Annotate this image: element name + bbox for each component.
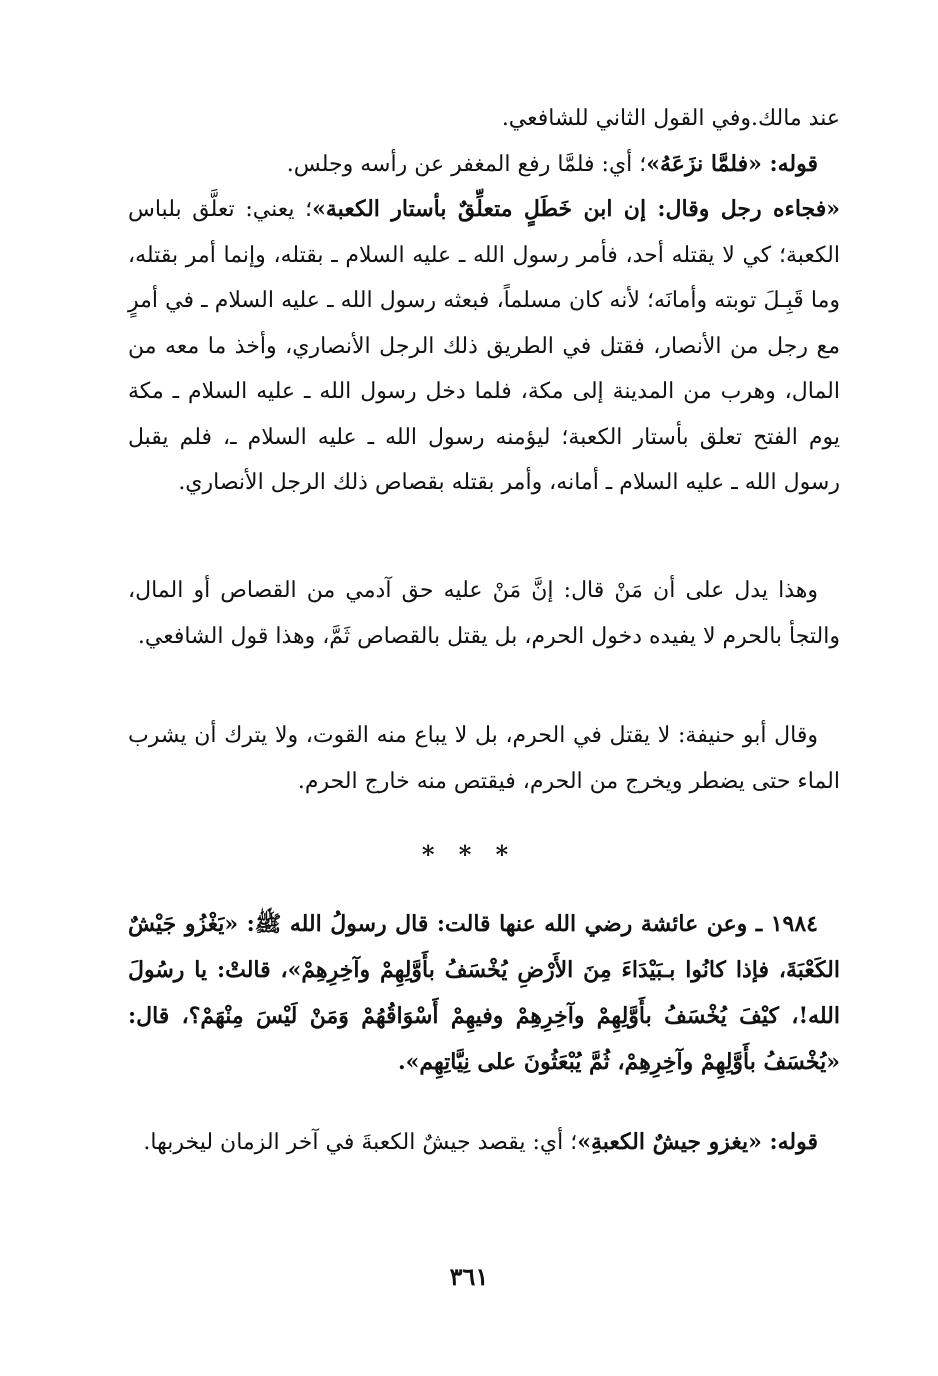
paragraph-shafii-ruling: وهذا يدل على أن مَنْ قال: إنَّ مَنْ عليه حق آدمي من القصاص أو المال، والتجأ بالحرم لا يفيده دخول الحرم، بل يقتل بالقصاص ثَمَّ، وهذا قول الشافعي. <box>128 578 840 649</box>
quoted-phrase: قوله: «فلمَّا نزَعَهُ» <box>646 150 818 177</box>
hadith-block <box>128 901 840 1085</box>
explanation-text: ؛ أي: فلمَّا رفع المغفر عن رأسه وجلس. <box>286 151 647 177</box>
paragraph-yaghzu-jaysh <box>128 1120 840 1166</box>
quoted-phrase: قوله: «يغزو جيشٌ الكعبةِ» <box>577 1129 818 1155</box>
page-number: ٣٦١ <box>449 1262 489 1291</box>
paragraph-ibn-khatal <box>128 187 840 506</box>
explanation-text: ؛ أي: يقصد جيشٌ الكعبةَ في آخر الزمان ليخربها. <box>143 1130 578 1155</box>
hadith-1984: ١٩٨٤ ـ وعن عائشة رضي الله عنها قالت: قال رسولُ الله ﷺ: «يَغْزُو جَيْشٌ الكَعْبَةَ، فإذا كانُوا بـبَيْدَاءَ مِنَ الأَرْضِ يُخْسَفُ بأَوَّلِهِمْ وآخِرِهِمْ»، قالتْ: يا رسُولَ الله!، كيْفَ يُخْسَفُ بأَوَّلِهِمْ وآخِرِهِمْ وفيهِمْ أَسْوَاقُهُمْ وَمَنْ لَيْسَ مِنْهَمْ؟، قال: «يُخْسَفُ بأَوَّلِهِمْ وآخِرِهِمْ، ثُمَّ يُبْعَثُونَ على نِيَّاتِهِم». <box>128 911 840 1075</box>
commentary-block-hanafi <box>128 713 840 804</box>
paragraph-continuation: عند مالك.وفي القول الثاني للشافعي. <box>501 106 840 131</box>
paragraph-abu-hanifa: وقال أبو حنيفة: لا يقتل في الحرم، بل لا يباع منه القوت، ولا يترك أن يشرب الماء حتى يضطر ويخرج من الحرم، فيقتص منه خارج الحرم. <box>128 723 840 794</box>
quoted-phrase: «فجاءه رجل وقال: إن ابن خَطَلٍ متعلِّقٌ بأستار الكعبة» <box>312 196 840 222</box>
section-separator: * * * <box>421 840 517 869</box>
explanation-text: ؛ يعني: تعلَّق بلباس الكعبة؛ كي لا يقتله أحد، فأمر رسول الله ـ عليه السلام ـ بقتله، وإنما أمر بقتله، وما قَبِـلَ توبته وأمانَه؛ لأنه كان مسلماً، فبعثه رسول الله ـ عليه السلام ـ في أمرٍ مع رجل من الأنصار، فقتل في الطريق ذلك الرجل الأنصاري، وأخذ ما معه من المال، وهرب من المدينة إلى مكة، فلما دخل رسول الله ـ عليه السلام ـ مكة يوم الفتح تعلق بأستار الكعبة؛ ليؤمنه رسول الله ـ عليه السلام ـ، فلم يقبل رسول الله ـ عليه السلام ـ أمانه، وأمر بقتله بقصاص ذلك الرجل الأنصاري. <box>128 197 840 495</box>
commentary-block <box>128 96 840 506</box>
hadith-commentary-block <box>128 1120 840 1166</box>
paragraph-fa-lamma-naza-ahu <box>128 142 840 188</box>
commentary-block-ruling <box>128 568 840 659</box>
